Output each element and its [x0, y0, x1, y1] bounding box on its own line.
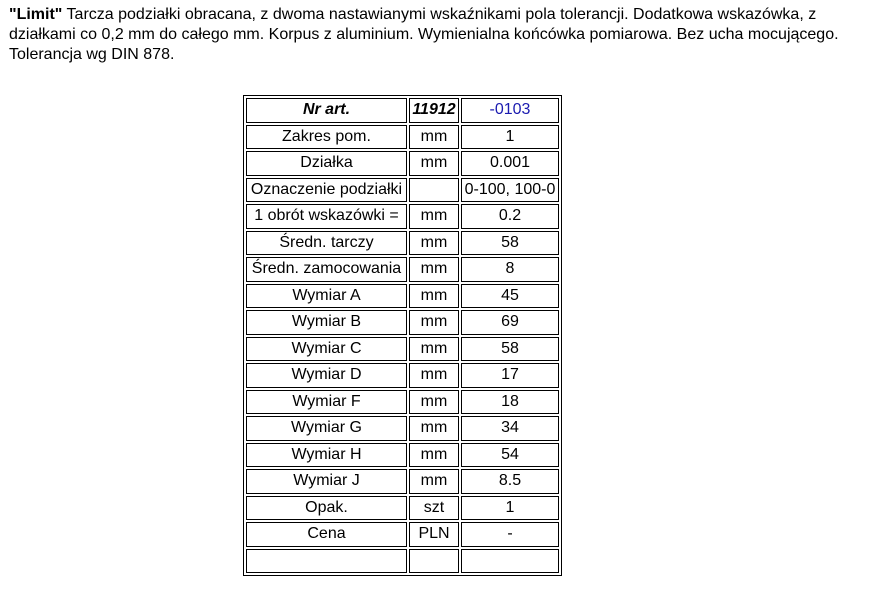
row-value: 34: [461, 416, 559, 441]
table-row: [246, 522, 559, 547]
row-value: 8.5: [461, 469, 559, 494]
article-suffix-link[interactable]: -0103: [461, 98, 559, 123]
row-name: 1 obrót wskazówki =: [246, 204, 407, 229]
row-name: Wymiar D: [246, 363, 407, 388]
row-value: [461, 549, 559, 574]
table-row: [246, 496, 559, 521]
row-value: 69: [461, 310, 559, 335]
table-row: [246, 178, 559, 203]
row-unit: mm: [409, 337, 459, 362]
row-value: 58: [461, 337, 559, 362]
row-unit: mm: [409, 231, 459, 256]
row-name: Wymiar F: [246, 390, 407, 415]
row-value: 0-100, 100-0: [461, 178, 559, 203]
table-row: [246, 257, 559, 282]
row-unit: PLN: [409, 522, 459, 547]
row-value: 18: [461, 390, 559, 415]
row-value: 0.2: [461, 204, 559, 229]
table-row: [246, 125, 559, 150]
row-value: 45: [461, 284, 559, 309]
table-header-row: [246, 98, 559, 123]
spec-table: [243, 95, 562, 576]
table-row: [246, 469, 559, 494]
row-unit: mm: [409, 204, 459, 229]
table-row: [246, 310, 559, 335]
row-name: Opak.: [246, 496, 407, 521]
table-row: [246, 231, 559, 256]
table-row: [246, 443, 559, 468]
row-name: Cena: [246, 522, 407, 547]
header-label: Nr art.: [246, 98, 407, 123]
row-name: Wymiar B: [246, 310, 407, 335]
brand-name: "Limit": [9, 6, 63, 23]
row-name: Zakres pom.: [246, 125, 407, 150]
row-value: 1: [461, 125, 559, 150]
table-row: [246, 416, 559, 441]
table-row: [246, 549, 559, 574]
row-name: Wymiar C: [246, 337, 407, 362]
row-name: Wymiar A: [246, 284, 407, 309]
row-name: Działka: [246, 151, 407, 176]
row-unit: mm: [409, 151, 459, 176]
row-value: 58: [461, 231, 559, 256]
table-row: [246, 363, 559, 388]
product-description: [9, 5, 875, 65]
table-row: [246, 337, 559, 362]
row-value: 0.001: [461, 151, 559, 176]
row-unit: mm: [409, 310, 459, 335]
table-row: [246, 390, 559, 415]
row-unit: mm: [409, 443, 459, 468]
row-name: Wymiar G: [246, 416, 407, 441]
row-unit: mm: [409, 284, 459, 309]
row-unit: szt: [409, 496, 459, 521]
row-name: Oznaczenie podziałki: [246, 178, 407, 203]
row-unit: mm: [409, 363, 459, 388]
table-row: [246, 151, 559, 176]
row-name: Wymiar H: [246, 443, 407, 468]
row-value: 54: [461, 443, 559, 468]
row-name: Średn. zamocowania: [246, 257, 407, 282]
article-number: 11912: [409, 98, 459, 123]
row-unit: mm: [409, 390, 459, 415]
row-unit: mm: [409, 469, 459, 494]
row-value: 8: [461, 257, 559, 282]
row-value: 1: [461, 496, 559, 521]
row-unit: mm: [409, 257, 459, 282]
table-row: [246, 204, 559, 229]
row-name: Wymiar J: [246, 469, 407, 494]
description-text: Tarcza podziałki obracana, z dwoma nastawianymi wskaźnikami pola tolerancji. Dodatkowa wskazówka, z działkami co 0,2 mm do całego mm. Korpus z aluminium. Wymienialna końcówka pomiarowa. Bez ucha mocującego. Tolerancja wg DIN 878.: [9, 6, 839, 63]
row-unit: mm: [409, 125, 459, 150]
row-name: [246, 549, 407, 574]
table-row: [246, 284, 559, 309]
row-value: -: [461, 522, 559, 547]
row-value: 17: [461, 363, 559, 388]
row-unit: [409, 549, 459, 574]
row-unit: mm: [409, 416, 459, 441]
row-unit: [409, 178, 459, 203]
row-name: Średn. tarczy: [246, 231, 407, 256]
